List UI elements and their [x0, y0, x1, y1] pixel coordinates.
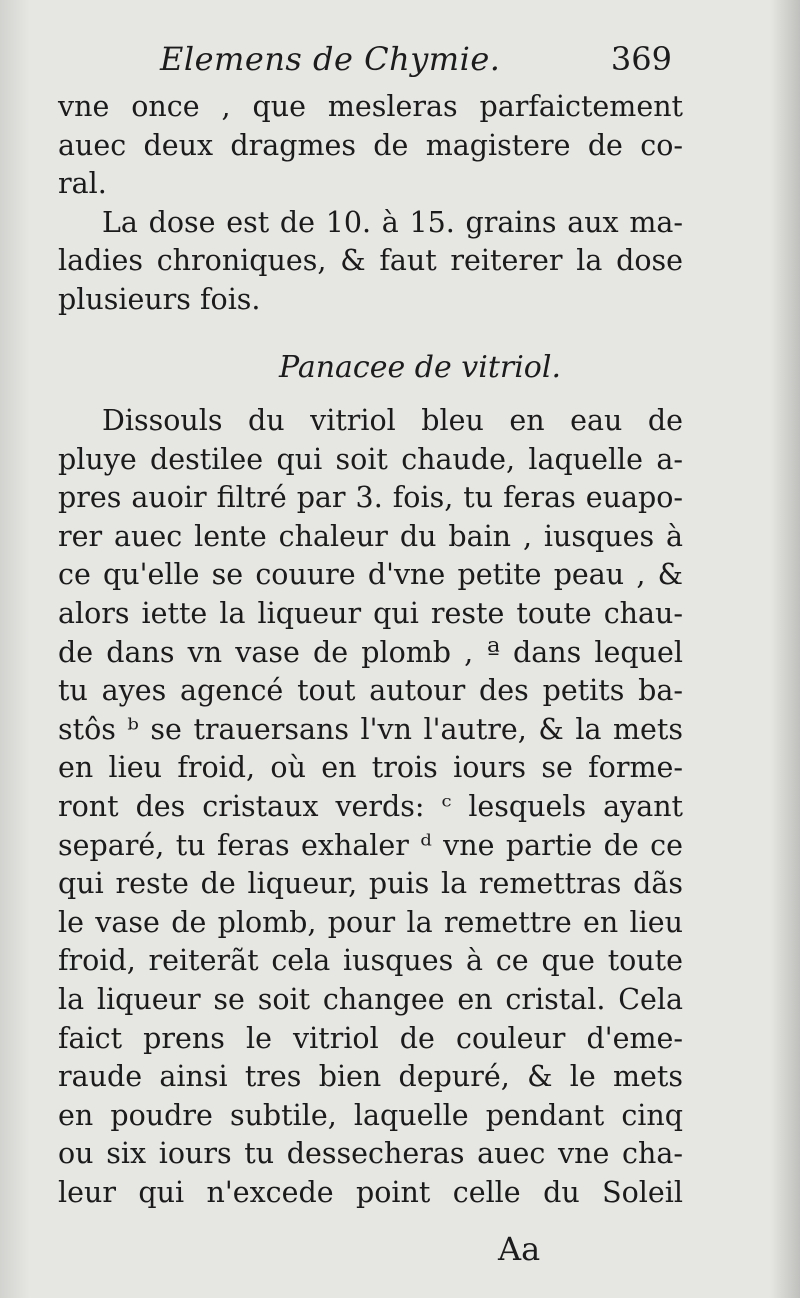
- text-line: La dose est de 10. à 15. grains aux ma-: [102, 205, 683, 239]
- main-text-block: [58, 402, 683, 1212]
- page-shadow-left: [0, 0, 30, 1298]
- text-line: en poudre subtile, laquelle pendant cinq: [58, 1098, 683, 1132]
- running-title: Elemens de Chymie.: [160, 40, 501, 78]
- upper-text-block: [58, 88, 683, 320]
- text-line: auec deux dragmes de magistere de co-: [58, 128, 683, 162]
- text-line: ce qu'elle se couure d'vne petite peau , &: [58, 558, 683, 592]
- text-line: leur qui n'excede point celle du Soleil: [58, 1175, 683, 1209]
- text-line: rer auec lente chaleur du bain , iusques à: [58, 519, 683, 553]
- text-line: le vase de plomb, pour la remettre en lieu: [58, 905, 683, 939]
- text-line: raude ainsi tres bien depuré, & le mets: [58, 1060, 683, 1094]
- page-shadow-right: [770, 0, 800, 1298]
- text-line: froid, reiterãt cela iusques à ce que toute: [58, 944, 683, 978]
- text-line: ral.: [58, 167, 107, 201]
- text-line: stôs ᵇ se trauersans l'vn l'autre, & la mets: [58, 712, 683, 746]
- signature-mark: Aa: [498, 1230, 541, 1268]
- page-number: 369: [610, 40, 672, 78]
- text-line: faict prens le vitriol de couleur d'eme-: [58, 1021, 683, 1055]
- text-line: en lieu froid, où en trois iours se forme-: [58, 751, 683, 785]
- text-line: tu ayes agencé tout autour des petits ba-: [58, 674, 683, 708]
- text-line: ladies chroniques, & faut reiterer la dose: [58, 244, 683, 278]
- page-header: [60, 40, 672, 90]
- text-line: pres auoir filtré par 3. fois, tu feras euapo-: [58, 481, 683, 515]
- text-line: de dans vn vase de plomb , ª dans lequel: [58, 635, 683, 669]
- text-line: ront des cristaux verds: ᶜ lesquels ayant: [58, 789, 683, 823]
- text-line: plusieurs fois.: [58, 282, 261, 316]
- text-line: ou six iours tu dessecheras auec vne cha-: [58, 1137, 683, 1171]
- section-title: Panacee de vitriol.: [279, 350, 561, 385]
- text-line: separé, tu feras exhaler ᵈ vne partie de ce: [58, 828, 683, 862]
- text-line: vne once , que mesleras parfaictement: [58, 90, 683, 123]
- text-line: Dissouls du vitriol bleu en eau de: [102, 404, 683, 437]
- text-line: qui reste de liqueur, puis la remettras dãs: [58, 867, 683, 901]
- text-line: pluye destilee qui soit chaude, laquelle a-: [58, 442, 683, 476]
- text-line: alors iette la liqueur qui reste toute chau-: [58, 596, 683, 630]
- text-line: la liqueur se soit changee en cristal. Cela: [58, 982, 683, 1016]
